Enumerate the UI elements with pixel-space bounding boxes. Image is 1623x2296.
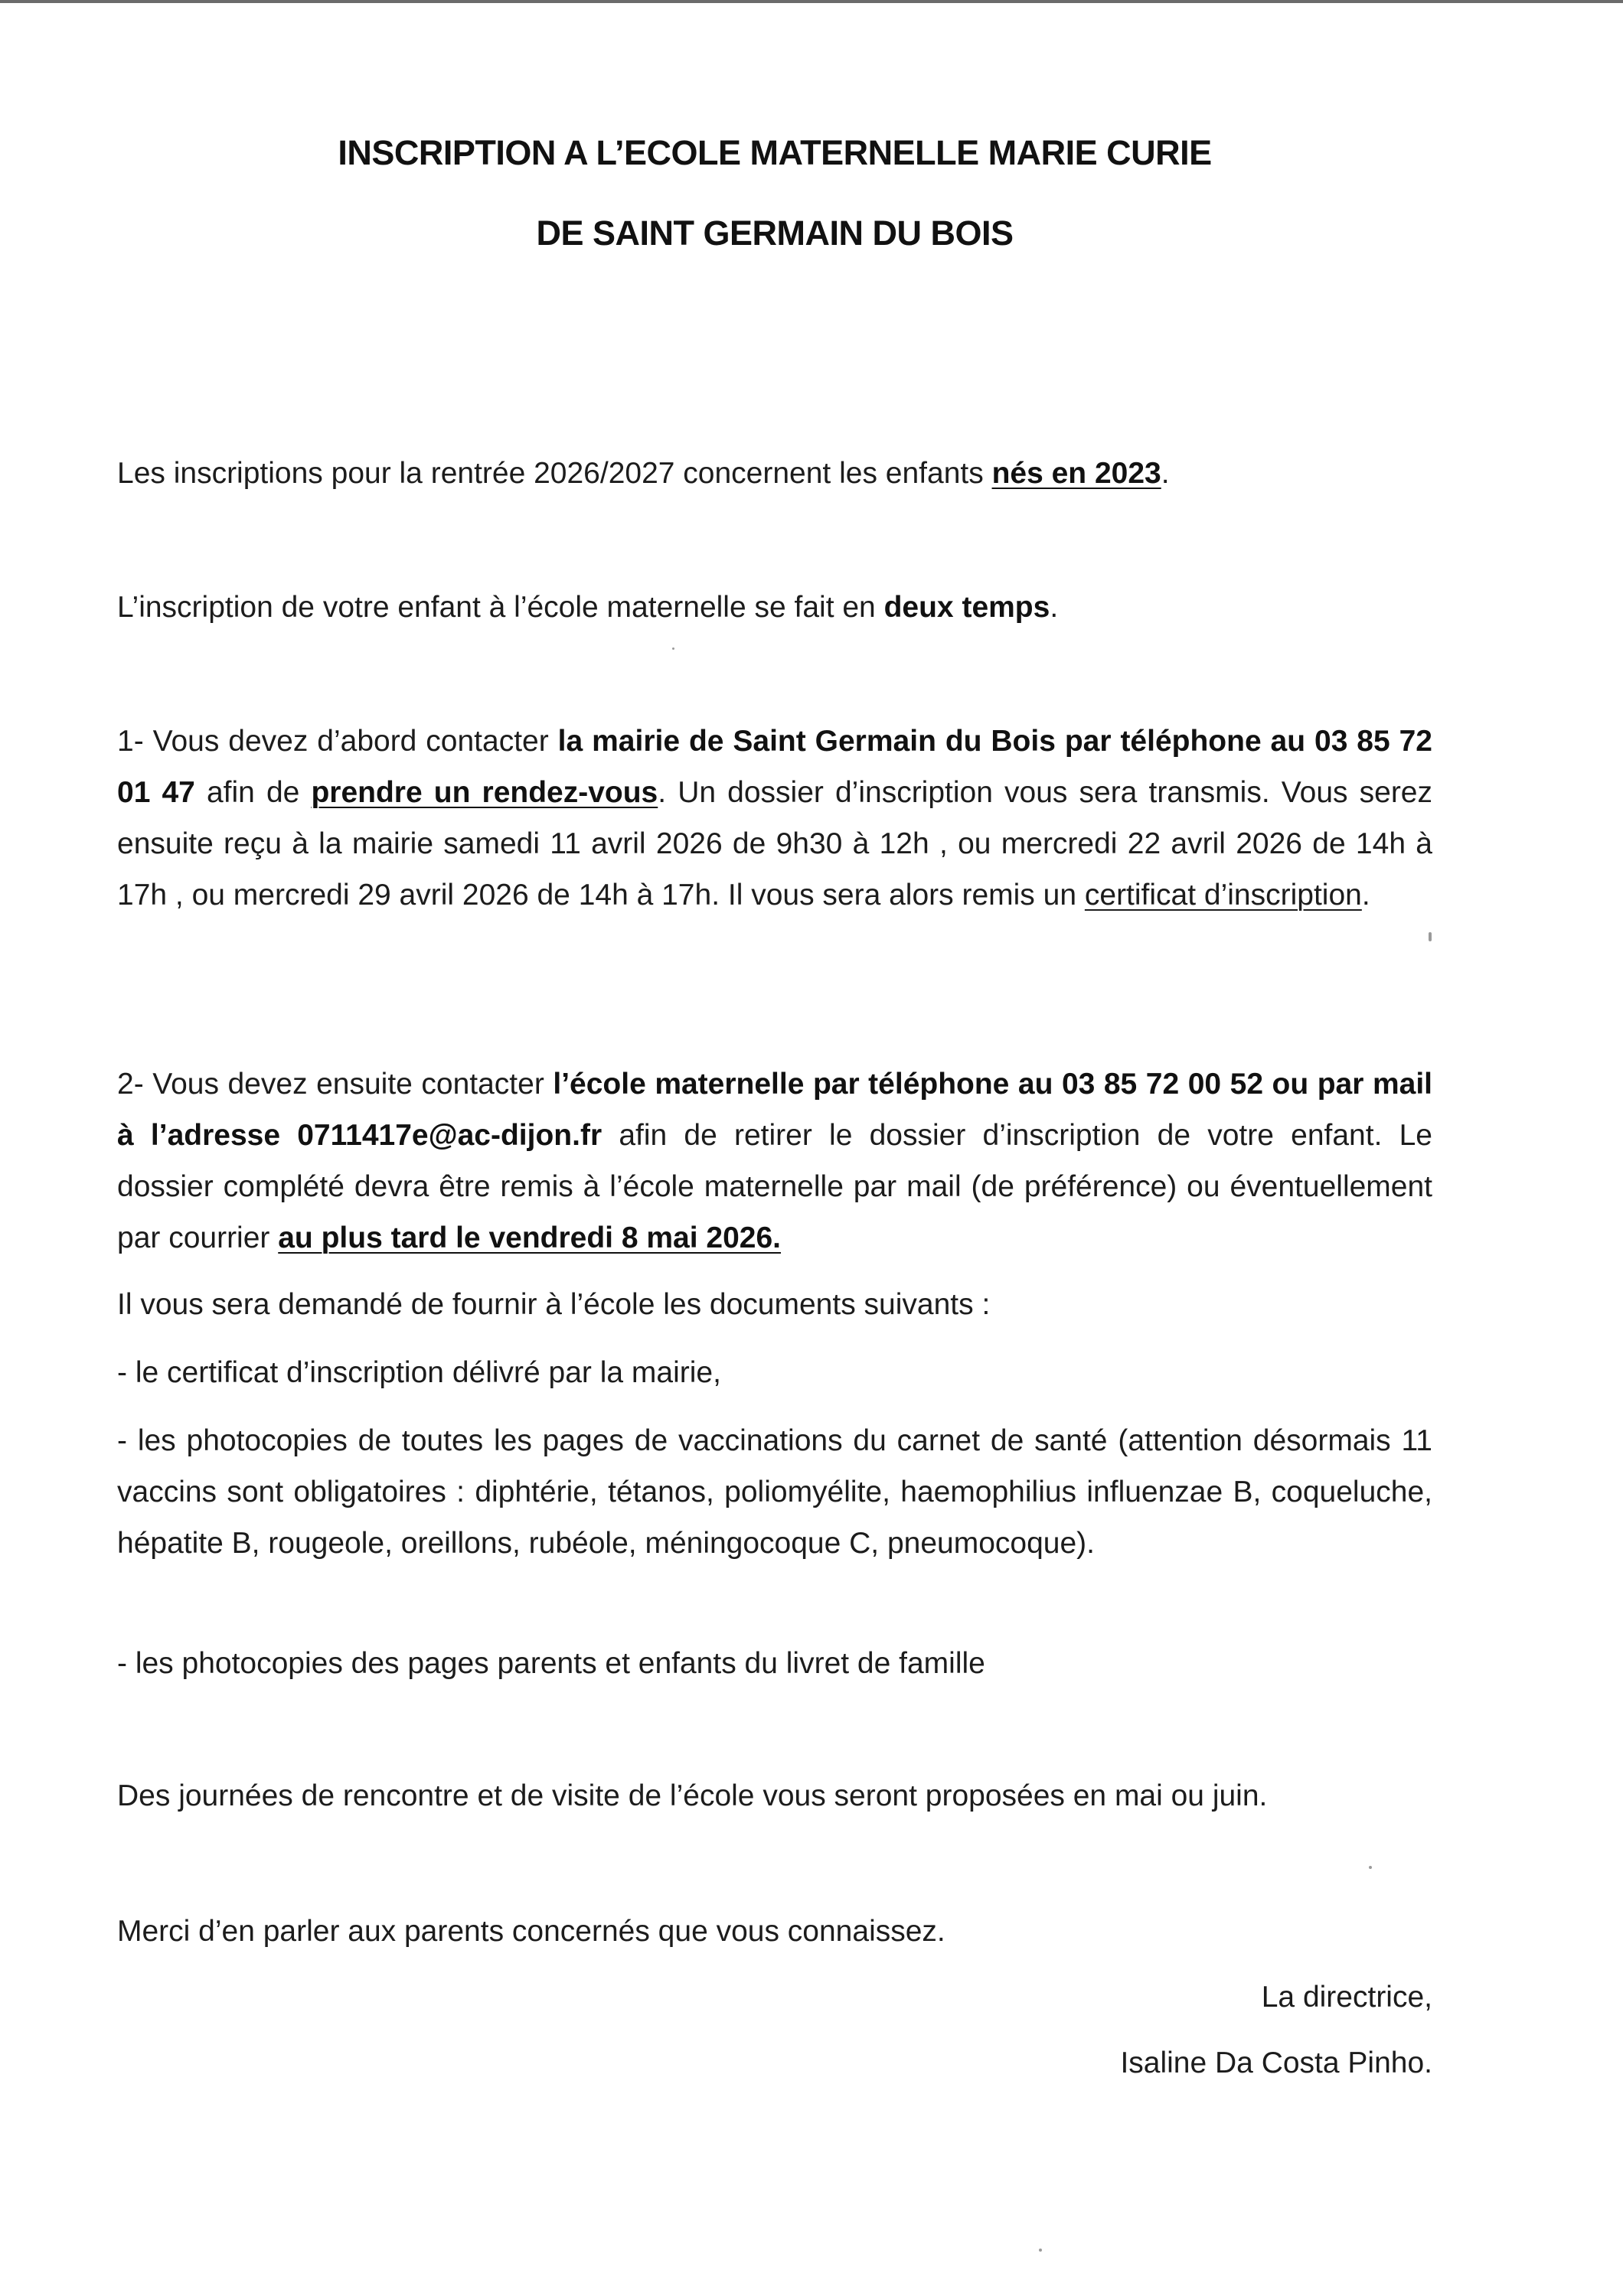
step-2-prefix: 2- Vous devez ensuite contacter (117, 1068, 554, 1101)
step-1-appointment: prendre un rendez-vous (311, 776, 658, 809)
step-1-text: . Un dossier d’inscription vous sera transmis. Vous serez ensuite reçu à la mairie samedi 11 avril 2026 de 9h30 à 12h , ou mercredi 22 avril 2026 de 14h à 17h , ou mercredi 29 avril 2026 de 14h à 17h. Il vous sera alors remis un (117, 776, 1432, 912)
title-line-1: INSCRIPTION A L’ECOLE MATERNELLE MARIE CURIE (338, 133, 1212, 172)
intro-end: . (1161, 457, 1170, 490)
step-1-certificate: certificat d’inscription (1084, 879, 1362, 912)
step-1-end: . (1361, 879, 1370, 912)
step-1-mairie-phone: la mairie de Saint Germain du Bois par téléphone au 03 85 72 01 47 (117, 725, 1432, 809)
step-2-paragraph (117, 1058, 1432, 1264)
two-steps-paragraph (117, 582, 1432, 633)
visits-paragraph: Des journées de rencontre et de visite de l’école vous seront proposées en mai ou juin. (117, 1779, 1268, 1812)
title-line-2: DE SAINT GERMAIN DU BOIS (536, 214, 1014, 253)
signature-name: Isaline Da Costa Pinho. (1120, 2047, 1432, 2079)
step-1-paragraph (117, 716, 1432, 921)
thanks-paragraph: Merci d’en parler aux parents concernés que vous connaissez. (117, 1915, 945, 1948)
step-2-school-contact: l’école maternelle par téléphone au 03 85 72 00 52 ou par mail à l’adresse 0711417e@ac-dijon.fr (117, 1068, 1433, 1152)
signature-role: La directrice, (1261, 1981, 1432, 2014)
intro-text: Les inscriptions pour la rentrée 2026/2027 concernent les enfants (117, 457, 992, 490)
document-item-family-booklet: - les photocopies des pages parents et enfants du livret de famille (117, 1647, 985, 1680)
intro-paragraph (117, 448, 1432, 499)
scan-speck (1429, 932, 1432, 941)
two-steps-end: . (1050, 591, 1059, 624)
document-page (117, 0, 1432, 2296)
scan-speck (672, 647, 674, 650)
birth-year-highlight: nés en 2023 (991, 457, 1161, 490)
documents-intro: Il vous sera demandé de fournir à l’école les documents suivants : (117, 1288, 991, 1321)
step-2-deadline: au plus tard le vendredi 8 mai 2026. (278, 1221, 782, 1254)
scan-speck (1369, 1866, 1372, 1869)
step-2-text: afin de retirer le dossier d’inscription de votre enfant. Le dossier complété devra être remis à l’école maternelle par mail (de préférence) ou éventuellement par courrier (117, 1119, 1432, 1254)
step-1-mid: afin de (194, 776, 312, 809)
scan-speck (1039, 2249, 1042, 2252)
document-item-certificate: - le certificat d’inscription délivré par la mairie, (117, 1356, 721, 1389)
two-steps-bold: deux temps (883, 591, 1050, 624)
step-1-prefix: 1- Vous devez d’abord contacter (117, 725, 558, 758)
document-item-vaccinations: - les photocopies de toutes les pages de vaccinations du carnet de santé (attention désormais 11 vaccins sont obligatoires : diphtérie, tétanos, poliomyélite, haemophilius influenzae B, coqueluche, hépatite B, rougeole, oreillons, rubéole, méningocoque C, pneumocoque). (117, 1424, 1432, 1560)
two-steps-text: L’inscription de votre enfant à l’école maternelle se fait en (117, 591, 884, 624)
